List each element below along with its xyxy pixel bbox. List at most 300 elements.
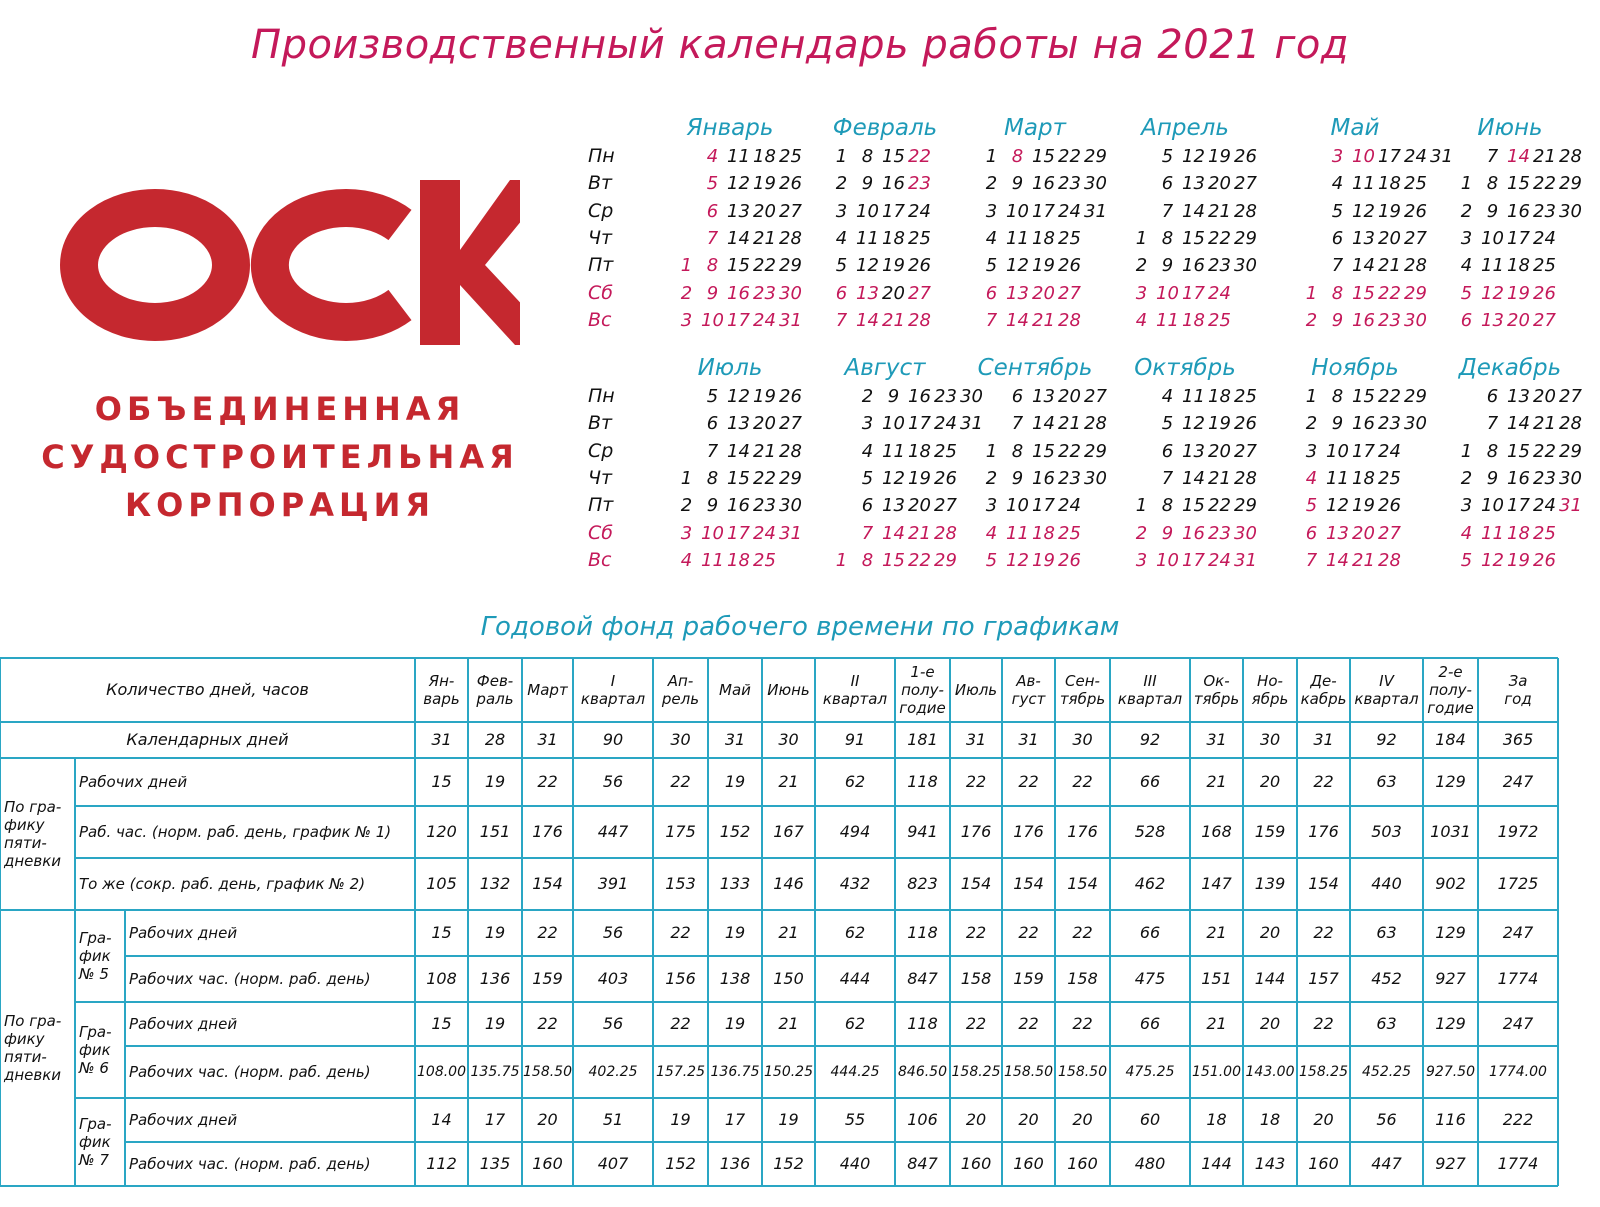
calendar-day: 21	[753, 227, 776, 249]
calendar-day: 10	[1481, 227, 1504, 249]
calendar-day: 27	[1559, 386, 1582, 407]
table-cell: 176	[1067, 822, 1098, 842]
table-cell: 440	[1371, 874, 1402, 894]
table-cell: 63	[1376, 923, 1397, 943]
table-cell: 19	[484, 1014, 506, 1034]
month-name: Ноябрь	[1311, 355, 1399, 381]
calendar-day: 1	[1460, 440, 1473, 462]
calendar-day: 11	[882, 440, 905, 462]
table-cell: 153	[665, 874, 696, 894]
calendar-day: 28	[1234, 200, 1257, 222]
table-cell: 31	[431, 730, 452, 750]
table-cell: 15	[431, 772, 452, 792]
calendar-day: 19	[1352, 495, 1375, 517]
calendar-day: 28	[779, 227, 802, 249]
table-cell: 160	[1308, 1154, 1339, 1174]
grid-line	[1477, 658, 1479, 1186]
calendar-day: 15	[882, 146, 905, 167]
weekday-label: Сб	[588, 521, 613, 544]
calendar-day: 25	[1533, 255, 1556, 277]
table-cell: 528	[1134, 822, 1166, 842]
calendar-day: 17	[1182, 549, 1205, 571]
table-cell: 152	[719, 822, 751, 842]
grid-line	[125, 1045, 1558, 1047]
calendar-day: 20	[1507, 309, 1530, 331]
table-cell: 184	[1435, 730, 1466, 750]
calendar-day: 8	[1161, 495, 1174, 517]
calendar-day: 4	[680, 549, 693, 571]
calendar-day: 29	[1559, 173, 1582, 195]
calendar-day: 5	[985, 255, 998, 277]
calendar-day: 17	[1507, 227, 1530, 249]
grid-line	[1242, 658, 1244, 1186]
table-cell: 156	[665, 969, 696, 989]
grid-line	[1557, 658, 1559, 1186]
calendar-day: 23	[1378, 413, 1401, 435]
weekday-label: Вт	[588, 172, 613, 195]
table-cell: 20	[1259, 923, 1281, 943]
table-cell: 480	[1134, 1154, 1166, 1174]
row-label: Рабочих час. (норм. раб. день)	[129, 970, 371, 988]
calendar-day: 28	[779, 440, 802, 462]
calendar-day: 7	[1011, 413, 1024, 435]
table-cell: 15	[431, 1014, 452, 1034]
table-cell: 159	[1013, 969, 1044, 989]
table-cell: 247	[1502, 923, 1534, 943]
table-cell: 31	[1313, 730, 1334, 750]
calendar-day: 7	[985, 309, 998, 331]
calendar-day: 13	[727, 413, 750, 435]
calendar-day: 13	[882, 495, 905, 517]
table-cell: 22	[1072, 1014, 1093, 1034]
calendar-day: 26	[1533, 549, 1556, 571]
table-column-header: 2-е полу- годие	[1427, 663, 1474, 717]
calendar-day: 19	[1208, 146, 1231, 167]
calendar-day: 28	[1559, 146, 1582, 167]
calendar-day: 20	[908, 495, 931, 517]
calendar-day: 21	[1533, 146, 1556, 167]
grid-line	[0, 909, 1558, 911]
calendar-day: 29	[779, 255, 802, 277]
table-cell: 63	[1376, 1014, 1397, 1034]
grid-line	[1296, 658, 1298, 1186]
calendar-day: 23	[908, 173, 931, 195]
calendar-day: 4	[1460, 255, 1473, 277]
calendar-day: 27	[1533, 309, 1556, 331]
calendar-day: 17	[1032, 495, 1055, 517]
table-cell: 941	[907, 822, 938, 842]
grid-line	[949, 658, 951, 1186]
calendar-day: 11	[1481, 522, 1504, 544]
calendar-day: 4	[1460, 522, 1473, 544]
table-cell: 18	[1206, 1110, 1227, 1130]
calendar-day: 1	[680, 255, 693, 277]
table-cell: 154	[1067, 874, 1098, 894]
calendar-day: 6	[985, 282, 998, 304]
table-cell: 1725	[1497, 874, 1539, 894]
group-label: По гра- фику пяти- дневки	[4, 1012, 62, 1084]
calendar-day: 4	[706, 146, 719, 167]
calendar-day: 24	[753, 309, 776, 331]
calendar-day: 6	[1011, 386, 1024, 407]
calendar-day: 27	[1058, 282, 1081, 304]
grid-line	[75, 1001, 1558, 1003]
calendar-day: 5	[861, 467, 874, 489]
calendar-day: 5	[706, 173, 719, 195]
calendar-day: 10	[1481, 495, 1504, 517]
row-label: Рабочих дней	[79, 773, 188, 791]
calendar-day: 6	[1161, 440, 1174, 462]
table-cell: 62	[844, 1014, 866, 1034]
calendar-day: 31	[779, 309, 802, 331]
table-cell: 21	[1206, 923, 1227, 943]
calendar-day: 25	[1404, 173, 1427, 195]
table-cell: 20	[537, 1110, 558, 1130]
table-cell: 160	[1013, 1154, 1044, 1174]
calendar-day: 30	[1234, 522, 1257, 544]
calendar-day: 24	[753, 522, 776, 544]
calendar-day: 21	[882, 309, 905, 331]
table-cell: 22	[965, 772, 987, 792]
table-cell: 138	[719, 969, 751, 989]
grid-line	[124, 910, 126, 1186]
calendar-day: 14	[1352, 255, 1375, 277]
table-column-header: Де- кабрь	[1300, 672, 1347, 708]
table-cell: 30	[670, 730, 691, 750]
calendar-day: 2	[861, 386, 874, 407]
calendar-day: 24	[1208, 549, 1231, 571]
calendar-day: 16	[1032, 173, 1055, 195]
calendar-day: 2	[1135, 522, 1148, 544]
table-column-header: Ок- тябрь	[1193, 672, 1240, 708]
calendar-day: 5	[1460, 282, 1473, 304]
calendar-day: 26	[1404, 200, 1427, 222]
calendar-day: 31	[1559, 495, 1582, 517]
table-column-header: Март	[527, 681, 568, 699]
table-cell: 151	[479, 822, 511, 842]
calendar-day: 12	[1481, 282, 1504, 304]
calendar-day: 27	[779, 200, 802, 222]
table-cell: 21	[778, 923, 799, 943]
calendar-day: 12	[856, 255, 879, 277]
table-cell: 30	[778, 730, 799, 750]
calendar-day: 17	[1352, 440, 1375, 462]
calendar-day: 6	[835, 282, 848, 304]
calendar-day: 29	[1234, 495, 1257, 517]
calendar-day: 9	[1011, 467, 1024, 489]
calendar-day: 9	[706, 495, 719, 517]
calendar-day: 10	[856, 200, 879, 222]
calendar-day: 3	[1135, 282, 1148, 304]
table-cell: 118	[907, 772, 938, 792]
calendar-day: 9	[1331, 309, 1344, 331]
calendar-day: 25	[1058, 522, 1081, 544]
table-cell: 118	[907, 923, 938, 943]
calendar-day: 8	[1331, 386, 1344, 407]
calendar-day: 22	[908, 146, 931, 167]
calendar-day: 18	[1032, 227, 1055, 249]
calendar-day: 30	[779, 282, 802, 304]
table-cell: 62	[844, 772, 866, 792]
calendar-day: 31	[960, 413, 983, 435]
calendar-day: 16	[882, 173, 905, 195]
table-cell: 133	[719, 874, 751, 894]
table-cell: 56	[602, 772, 624, 792]
calendar-day: 22	[1208, 227, 1231, 249]
calendar-day: 9	[1486, 467, 1499, 489]
calendar-day: 23	[1208, 255, 1231, 277]
calendar-day: 9	[1161, 522, 1174, 544]
calendar-day: 9	[1011, 173, 1024, 195]
calendar-day: 8	[861, 146, 874, 167]
calendar-day: 21	[1208, 467, 1231, 489]
calendar-day: 22	[1378, 386, 1401, 407]
table-cell: 1031	[1430, 822, 1471, 842]
table-cell: 1972	[1497, 822, 1539, 842]
table-cell: 19	[724, 772, 746, 792]
table-cell: 51	[602, 1110, 624, 1130]
table-cell: 62	[844, 923, 866, 943]
calendar-day: 17	[1032, 200, 1055, 222]
table-cell: 444	[839, 969, 871, 989]
calendar-day: 20	[882, 282, 905, 304]
calendar-day: 27	[1234, 440, 1257, 462]
table-cell: 66	[1139, 1014, 1161, 1034]
calendar-day: 14	[882, 522, 905, 544]
table-cell: 159	[1254, 822, 1286, 842]
calendar-day: 15	[1352, 282, 1375, 304]
table-cell: 1774.00	[1489, 1063, 1547, 1080]
table-cell: 159	[532, 969, 563, 989]
calendar-day: 16	[1352, 413, 1375, 435]
calendar-day: 23	[753, 495, 776, 517]
table-column-header: Ап- рель	[661, 672, 700, 708]
calendar-day: 22	[1058, 146, 1081, 167]
calendar-day: 17	[1378, 146, 1401, 167]
table-cell: 20	[1259, 1014, 1281, 1034]
table-cell: 31	[1018, 730, 1039, 750]
calendar-day: 24	[908, 200, 931, 222]
table-cell: 176	[960, 822, 992, 842]
table-cell: 20	[1313, 1110, 1334, 1130]
month-name: Март	[1004, 115, 1066, 141]
calendar-day: 26	[908, 255, 931, 277]
month-name: Декабрь	[1458, 355, 1562, 381]
calendar-day: 7	[1331, 255, 1344, 277]
calendar-day: 4	[1305, 467, 1318, 489]
calendar-day: 3	[985, 495, 998, 517]
table-cell: 139	[1254, 874, 1286, 894]
calendar-day: 14	[727, 227, 750, 249]
calendar-day: 27	[779, 413, 802, 435]
calendar-day: 19	[1378, 200, 1401, 222]
calendar-day: 23	[1378, 309, 1401, 331]
table-column-header: I квартал	[580, 672, 646, 708]
calendar-day: 7	[835, 309, 848, 331]
table-cell: 22	[537, 923, 558, 943]
calendar-day: 12	[1481, 549, 1504, 571]
table-cell: 112	[426, 1154, 457, 1174]
grid-line	[0, 721, 1558, 723]
table-cell: 30	[1259, 730, 1281, 750]
weekday-label: Сб	[588, 281, 613, 304]
calendar-day: 11	[727, 146, 750, 167]
calendar-day: 3	[680, 309, 693, 331]
calendar-day: 7	[1486, 146, 1499, 167]
calendar-day: 4	[985, 227, 998, 249]
calendar-day: 27	[1234, 173, 1257, 195]
calendar-day: 11	[1481, 255, 1504, 277]
calendar-day: 28	[1058, 309, 1081, 331]
calendar-day: 28	[1084, 413, 1107, 435]
calendar-day: 19	[1507, 549, 1530, 571]
calendar-day: 16	[1032, 467, 1055, 489]
table-cell: 22	[1313, 772, 1334, 792]
table-column-header: Фев- раль	[476, 672, 514, 708]
calendar-day: 15	[1507, 440, 1530, 462]
table-cell: 927	[1435, 1154, 1466, 1174]
row-label: Раб. час. (норм. раб. день, график № 1)	[79, 823, 392, 841]
calendar-day: 14	[1182, 200, 1205, 222]
table-cell: 150.25	[764, 1063, 813, 1080]
table-cell: 22	[1072, 772, 1093, 792]
calendar-day: 13	[1326, 522, 1349, 544]
weekday-label: Чт	[588, 226, 613, 249]
table-cell: 452	[1371, 969, 1402, 989]
table-cell: 432	[839, 874, 871, 894]
table-cell: 17	[484, 1110, 506, 1130]
calendar-day: 17	[727, 309, 750, 331]
table-cell: 160	[1067, 1154, 1098, 1174]
table-cell: 181	[907, 730, 938, 750]
calendar-day: 1	[1305, 282, 1318, 304]
table-cell: 19	[724, 923, 746, 943]
logo-line-3: КОРПОРАЦИЯ	[124, 486, 436, 524]
month-name: Май	[1330, 115, 1380, 141]
table-cell: 158.25	[1299, 1063, 1348, 1080]
calendar-day: 2	[1305, 413, 1318, 435]
row-label: Рабочих час. (норм. раб. день)	[129, 1063, 371, 1081]
table-cell: 147	[1201, 874, 1232, 894]
calendar-day: 2	[985, 173, 998, 195]
table-cell: 90	[602, 730, 624, 750]
table-cell: 175	[665, 822, 696, 842]
calendar-day: 18	[753, 146, 776, 167]
month-name: Сентябрь	[977, 355, 1093, 381]
calendar-day: 13	[1507, 386, 1530, 407]
calendar-day: 22	[1533, 440, 1556, 462]
calendar-day: 15	[1182, 227, 1205, 249]
calendar-day: 16	[727, 282, 750, 304]
weekday-label: Вс	[588, 548, 612, 571]
calendar-day: 1	[1460, 173, 1473, 195]
table-cell: 21	[778, 772, 799, 792]
table-cell: 152	[665, 1154, 696, 1174]
calendar-day: 10	[1352, 146, 1375, 167]
table-cell: 1774	[1497, 1154, 1539, 1174]
calendar-day: 17	[1182, 282, 1205, 304]
table-cell: 135.75	[470, 1063, 520, 1080]
table-cell: 160	[532, 1154, 563, 1174]
table-cell: 157	[1308, 969, 1339, 989]
table-column-header: Июнь	[767, 681, 810, 699]
calendar-day: 14	[1507, 413, 1530, 435]
row-label: То же (сокр. раб. день, график № 2)	[79, 875, 366, 893]
calendar-day: 22	[908, 549, 931, 571]
calendar-day: 25	[1058, 227, 1081, 249]
calendar-day: 21	[1352, 549, 1375, 571]
calendar-day: 23	[1058, 173, 1081, 195]
calendar-day: 24	[1378, 440, 1401, 462]
calendar-day: 15	[1507, 173, 1530, 195]
row-label: Рабочих час. (норм. раб. день)	[129, 1155, 371, 1173]
calendar-day: 2	[680, 495, 693, 517]
calendar-day: 13	[727, 200, 750, 222]
calendar-day: 19	[753, 173, 776, 195]
calendar-day: 21	[753, 440, 776, 462]
table-cell: 56	[602, 923, 624, 943]
calendar-day: 11	[701, 549, 724, 571]
calendar-day: 26	[779, 173, 802, 195]
calendar-day: 17	[1507, 495, 1530, 517]
calendar-day: 8	[1011, 440, 1024, 462]
calendar-day: 12	[1006, 549, 1029, 571]
calendar-day: 27	[1084, 386, 1107, 407]
calendar-day: 20	[1032, 282, 1055, 304]
calendar-day: 3	[1135, 549, 1148, 571]
calendar-day: 30	[1084, 467, 1107, 489]
table-column-header: Ав- густ	[1011, 672, 1046, 708]
fund-title: Годовой фонд рабочего времени по графикам	[480, 612, 1120, 642]
calendar-day: 8	[706, 255, 719, 277]
table-cell: 494	[839, 822, 871, 842]
calendar-day: 9	[887, 386, 900, 407]
calendar-day: 7	[706, 227, 719, 249]
table-cell: 132	[479, 874, 511, 894]
calendar-day: 28	[1559, 413, 1582, 435]
weekday-label: Пт	[588, 254, 614, 277]
calendar-day: 11	[1352, 173, 1375, 195]
calendar-day: 20	[1533, 386, 1556, 407]
table-cell: 108	[426, 969, 457, 989]
calendar-day: 19	[882, 255, 905, 277]
calendar-day: 21	[1208, 200, 1231, 222]
calendar-day: 11	[1182, 386, 1205, 407]
subgroup-label: Гра- фик № 5	[79, 929, 112, 983]
calendar-day: 6	[1331, 227, 1344, 249]
grid-line	[521, 658, 523, 1186]
calendar-day: 22	[1378, 282, 1401, 304]
table-column-header: Ян- варь	[423, 672, 460, 708]
calendar-day: 18	[1378, 173, 1401, 195]
calendar-day: 23	[934, 386, 957, 407]
calendar-day: 5	[1331, 200, 1344, 222]
calendar-day: 5	[1161, 146, 1174, 167]
calendar-day: 19	[753, 386, 776, 407]
calendar-day: 21	[908, 522, 931, 544]
calendar-day: 22	[1058, 440, 1081, 462]
grid-line	[814, 658, 816, 1186]
calendar-day: 28	[1378, 549, 1401, 571]
table-cell: 365	[1502, 730, 1534, 750]
calendar-day: 7	[1486, 413, 1499, 435]
grid-line	[75, 805, 1558, 807]
calendar-day: 2	[985, 467, 998, 489]
table-cell: 120	[426, 822, 457, 842]
calendar-day: 3	[835, 200, 848, 222]
table-cell: 452.25	[1362, 1063, 1411, 1080]
calendar-day: 10	[1006, 200, 1029, 222]
